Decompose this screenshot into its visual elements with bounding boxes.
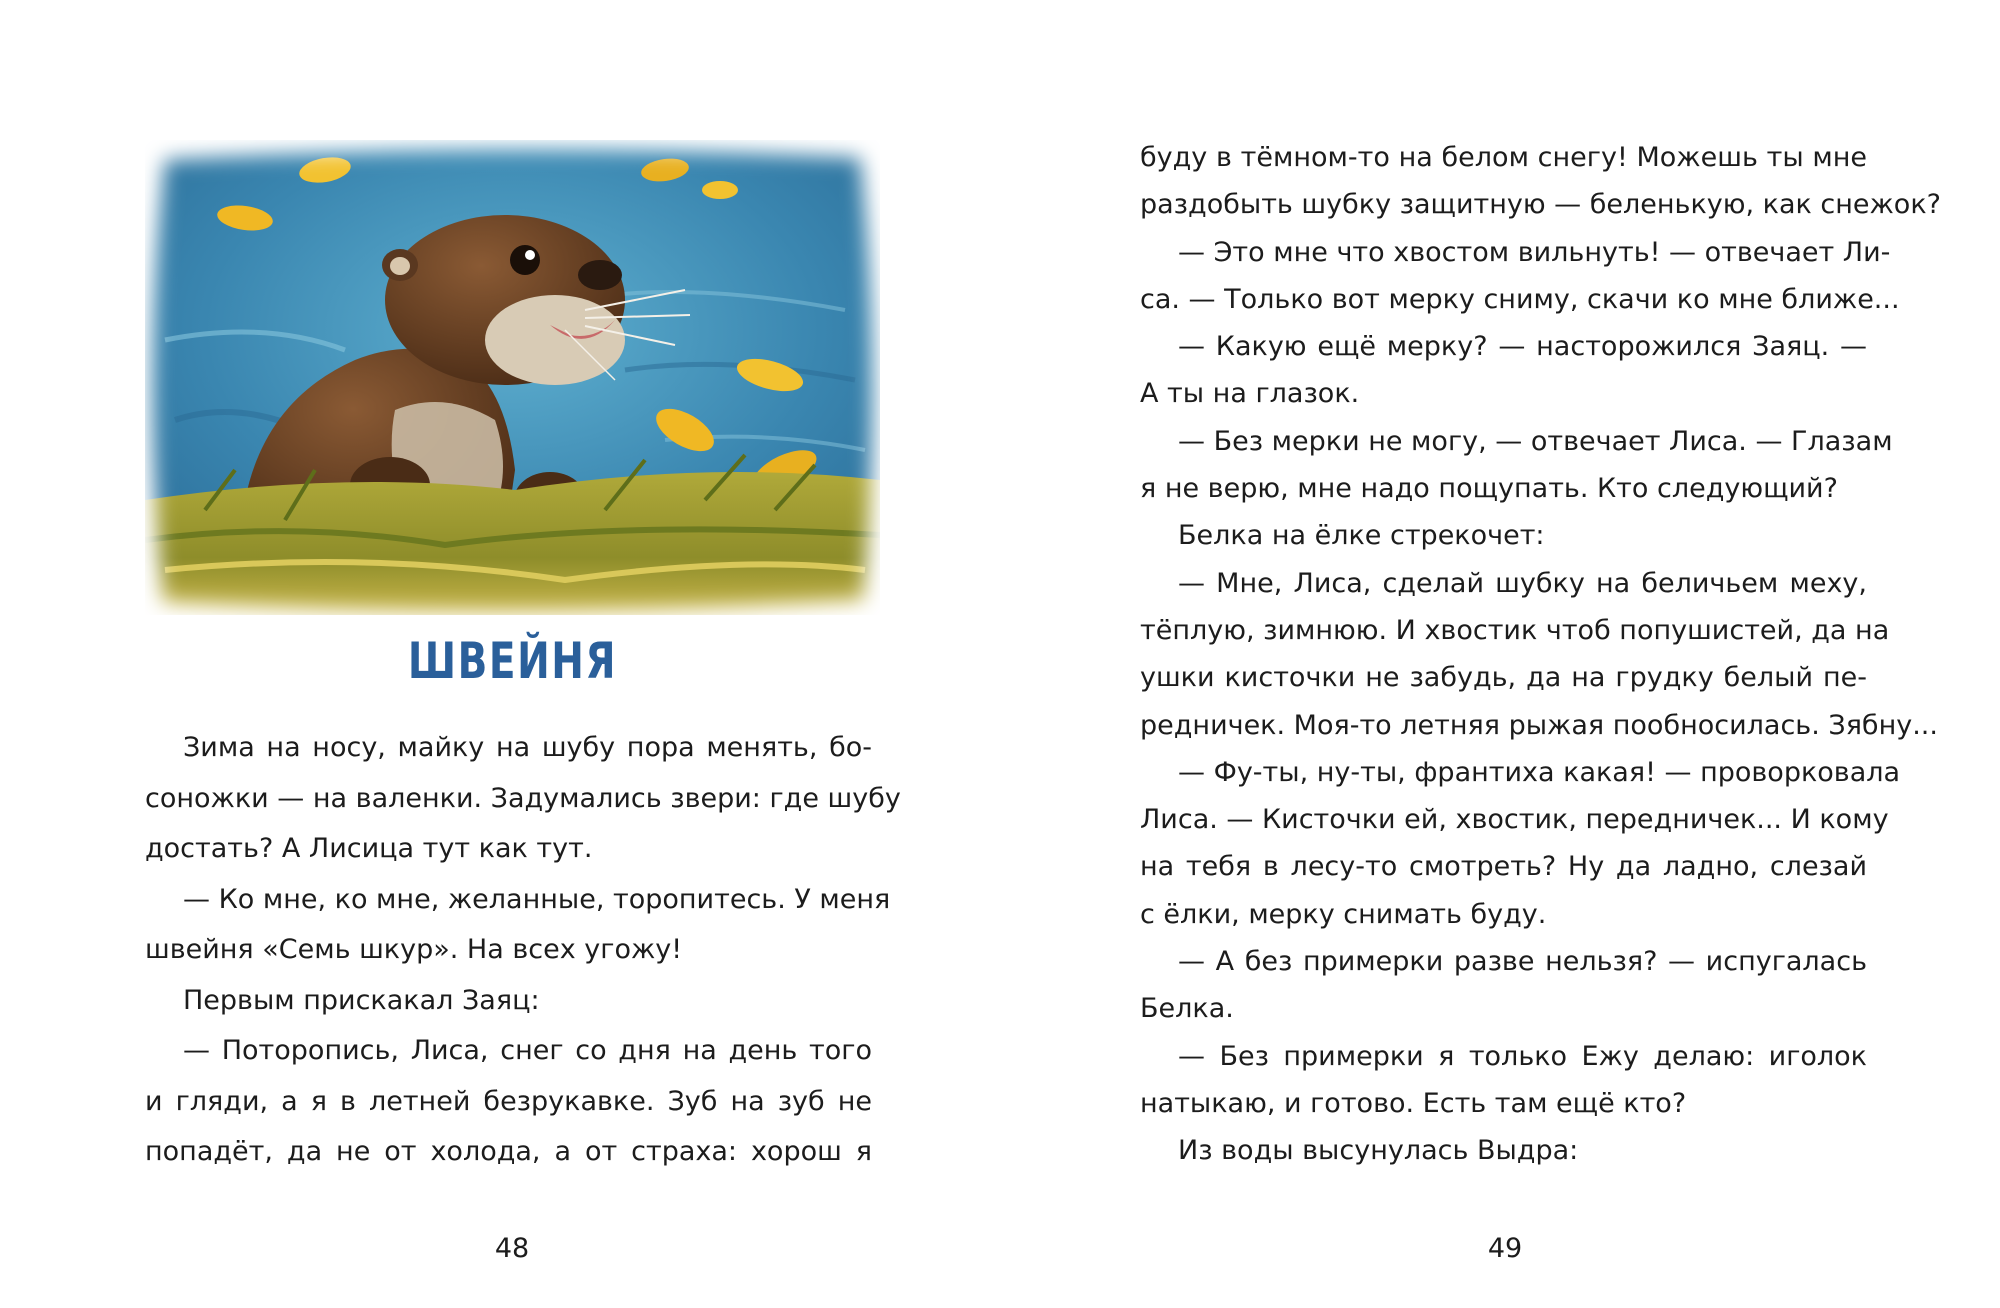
text-line: на тебя в лесу-то смотреть? Ну да ладно, слезай bbox=[1140, 851, 1867, 883]
text-line: Из воды высунулась Выдра: bbox=[1178, 1135, 1579, 1167]
text-line: — Какую ещё мерку? — насторожился Заяц. — bbox=[1178, 331, 1867, 363]
text-line: редничек. Моя-то летняя рыжая пообносилась. Зябну... bbox=[1140, 709, 1938, 741]
text-line: я не верю, мне надо пощупать. Кто следующий? bbox=[1140, 473, 1838, 505]
text-line: — Без примерки я только Ежу делаю: иголок bbox=[1178, 1040, 1867, 1072]
text-line: с ёлки, мерку снимать буду. bbox=[1140, 898, 1547, 930]
text-line: — А без примерки разве нельзя? — испугалась bbox=[1178, 946, 1867, 978]
text-line: раздобыть шубку защитную — беленькую, как снежок? bbox=[1140, 189, 1941, 221]
text-line: са. — Только вот мерку сниму, скачи ко мне ближе... bbox=[1140, 283, 1900, 315]
text-line: натыкаю, и готово. Есть там ещё кто? bbox=[1140, 1087, 1687, 1119]
text-line: А ты на глазок. bbox=[1140, 378, 1360, 410]
text-line: — Это мне что хвостом вильнуть! — отвечает Ли- bbox=[1178, 236, 1891, 268]
text-line: Белка. bbox=[1140, 993, 1234, 1025]
text-line: соножки — на валенки. Задумались звери: где шубу bbox=[145, 782, 901, 814]
text-line: попадёт, да не от холода, а от страха: хорош я bbox=[145, 1136, 872, 1167]
text-line: Первым прискакал Заяц: bbox=[183, 984, 540, 1016]
text-line: и гляди, а я в летней безрукавке. Зуб на зуб не bbox=[145, 1085, 872, 1117]
text-line: — Ко мне, ко мне, желанные, торопитесь. У меня bbox=[183, 883, 891, 915]
left-page-text bbox=[145, 723, 901, 1178]
page-number: 48 bbox=[494, 1233, 530, 1264]
right-page-text bbox=[1140, 134, 1941, 1175]
text-line: — Поторопись, Лиса, снег со дня на день того bbox=[183, 1035, 872, 1066]
text-line: тёплую, зимнюю. И хвостик чтоб попушистей, да на bbox=[1140, 614, 1890, 646]
text-line: ушки кисточки не забудь, да на грудку белый пе- bbox=[1140, 662, 1867, 694]
text-line: буду в тёмном-то на белом снегу! Можешь ты мне bbox=[1140, 142, 1867, 173]
text-line: — Мне, Лиса, сделай шубку на беличьем меху, bbox=[1178, 567, 1867, 599]
otter-illustration bbox=[145, 140, 880, 615]
text-line: — Фу-ты, ну-ты, франтиха какая! — проворковала bbox=[1178, 756, 1901, 788]
text-line: швейня «Семь шкур». На всех угожу! bbox=[145, 934, 683, 965]
otter-illustration-svg bbox=[145, 140, 880, 615]
chapter-title: ШВЕЙНЯ bbox=[407, 632, 618, 690]
text-line: Белка на ёлке стрекочет: bbox=[1178, 520, 1545, 552]
text-line: Лиса. — Кисточки ей, хвостик, передничек... И кому bbox=[1140, 804, 1889, 836]
right-page bbox=[1000, 0, 2000, 1308]
text-line: достать? А Лисица тут как тут. bbox=[145, 833, 593, 864]
text-line: — Без мерки не могу, — отвечает Лиса. — Глазам bbox=[1178, 425, 1893, 457]
page-number: 49 bbox=[1487, 1233, 1523, 1264]
text-line: Зима на носу, майку на шубу пора менять, бо- bbox=[183, 732, 872, 763]
